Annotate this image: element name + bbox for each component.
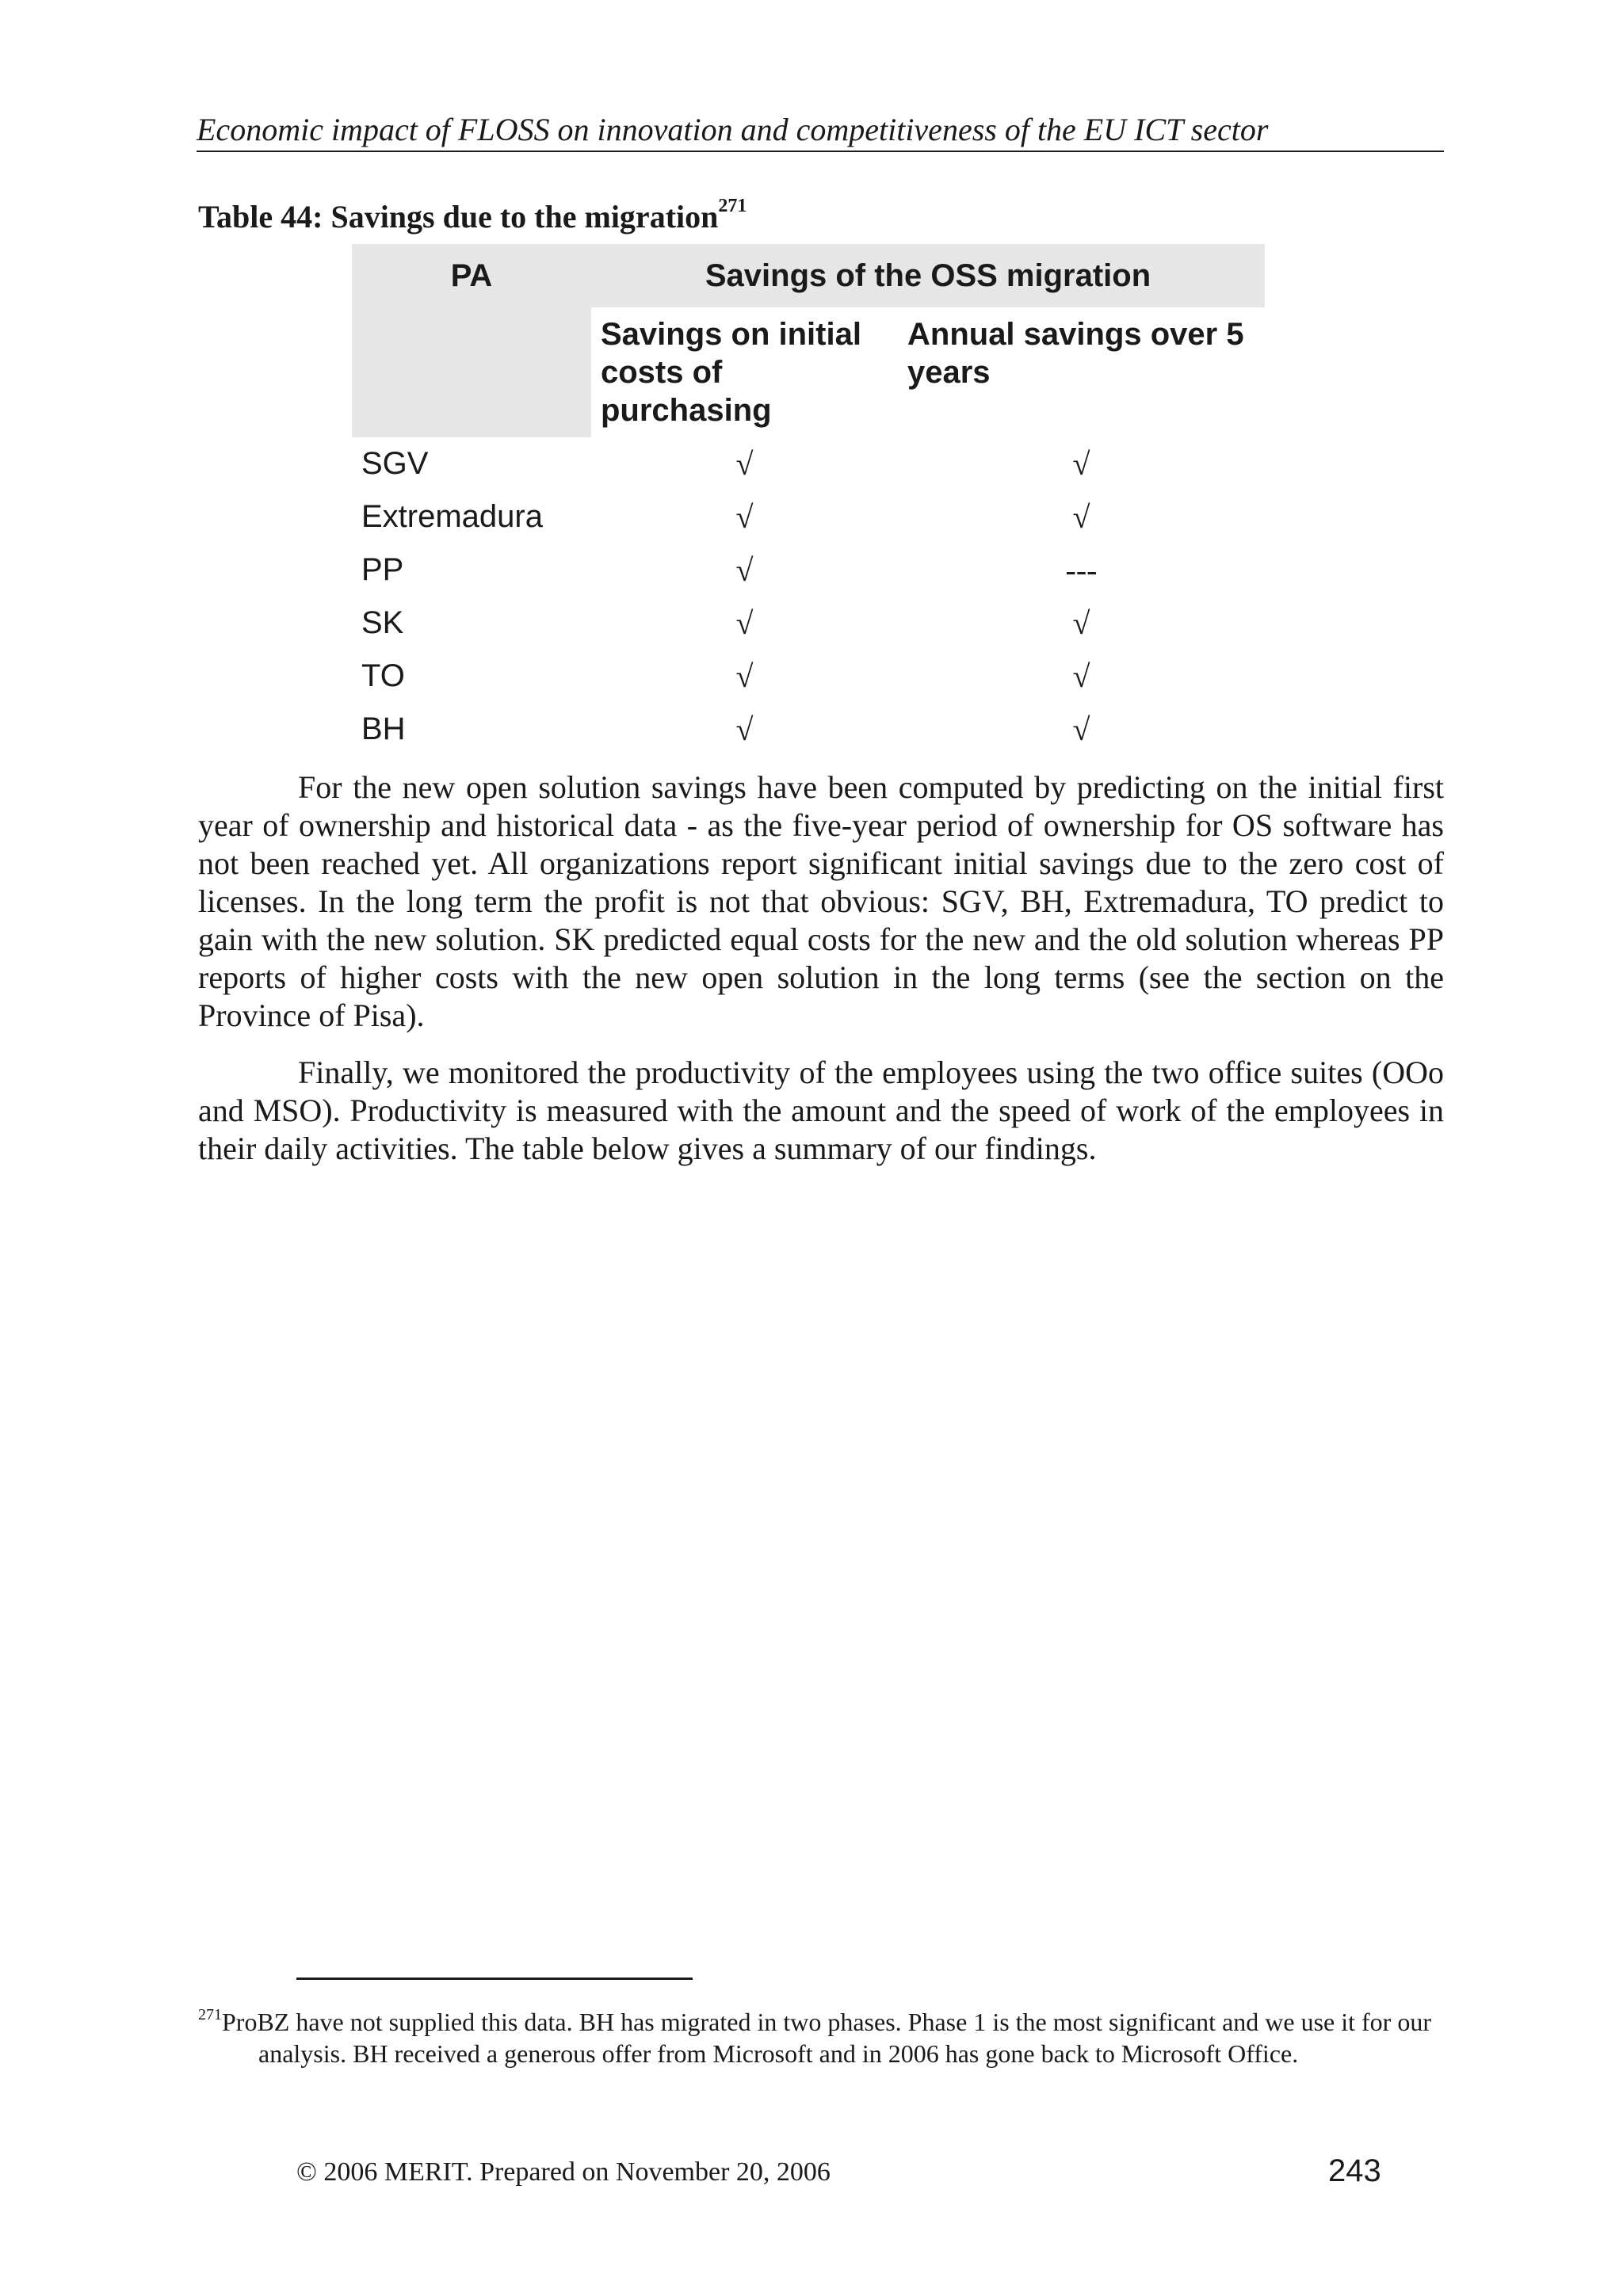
body-paragraph-savings: For the new open solution savings have been computed by predicting on the initial first year of ownership and historical data - as the five-year period of ownership for OS software has not been reached yet. All organizations report significant initial savings due to the zero cost of licenses. In the long term the profit is not that obvious: SGV, BH, Extremadura, TO predict to gain with the new solution. SK predicted equal costs for the new and the old solution whereas PP reports of higher costs with the new open solution in the long terms (see the section on the Province of Pisa).: [198, 769, 1444, 1033]
initial-savings-mark: √: [735, 499, 754, 535]
body-paragraph-productivity: Finally, we monitored the productivity of the employees using the two office suites (OOo and MSO). Productivity is measured with the amount and the speed of work of the employees in their daily activities. The table below gives a summary of our findings.: [198, 1055, 1444, 1166]
row-label: TO: [361, 658, 405, 693]
column-header-initial-line: purchasing: [601, 393, 772, 428]
row-label: SK: [361, 605, 404, 640]
running-header: [197, 109, 1444, 152]
savings-table: [352, 244, 1265, 756]
column-header-initial-line: Savings on initial: [601, 317, 861, 352]
initial-savings-mark: √: [735, 552, 754, 588]
footnote-divider: [296, 1978, 693, 1980]
footer-copyright: © 2006 MERIT. Prepared on November 20, 2006: [296, 2157, 831, 2187]
table-row: [352, 490, 1265, 543]
annual-savings-mark: ---: [1065, 552, 1098, 588]
row-label: PP: [361, 552, 404, 587]
footnote: [198, 2006, 1444, 2069]
column-header-annual-line: Annual savings over 5: [907, 317, 1244, 352]
column-header-pa: PA: [352, 244, 591, 307]
row-label: SGV: [361, 446, 429, 481]
row-label: Extremadura: [361, 499, 543, 534]
table-row: [352, 437, 1265, 490]
initial-savings-mark: √: [735, 446, 754, 482]
page-number: 243: [1328, 2153, 1381, 2188]
table-caption-footnote-ref: 271: [718, 196, 747, 216]
column-group-header-savings: Savings of the OSS migration: [591, 244, 1265, 307]
table-row: [352, 703, 1265, 756]
table-header-row: [352, 244, 1265, 307]
annual-savings-mark: √: [1072, 446, 1090, 482]
running-header-title: Economic impact of FLOSS on innovation and competitiveness of the EU ICT sector: [197, 112, 1269, 147]
column-header-initial-line: costs of: [601, 355, 723, 390]
footnote-number: 271: [198, 2006, 222, 2023]
table-subheader-row: [352, 307, 1265, 437]
table-row: [352, 597, 1265, 650]
column-header-annual-line: years: [907, 355, 991, 390]
initial-savings-mark: √: [735, 711, 754, 747]
table-caption: [198, 195, 747, 239]
table-row: [352, 543, 1265, 597]
initial-savings-mark: √: [735, 658, 754, 694]
table-row: [352, 650, 1265, 703]
column-header-annual-savings: [898, 307, 1265, 437]
annual-savings-mark: √: [1072, 658, 1090, 694]
row-label: BH: [361, 711, 406, 746]
table-caption-text: Table 44: Savings due to the migration: [198, 199, 719, 235]
annual-savings-mark: √: [1072, 605, 1090, 641]
column-header-initial-savings: [591, 307, 898, 437]
annual-savings-mark: √: [1072, 711, 1090, 747]
column-header-pa-blank: [352, 307, 591, 437]
initial-savings-mark: √: [735, 605, 754, 641]
footnote-text: ProBZ have not supplied this data. BH has migrated in two phases. Phase 1 is the most significant and we use it for our analysis. BH received a generous offer from Microsoft and in 2006 has gone back to Microsoft Office.: [222, 2008, 1431, 2068]
annual-savings-mark: √: [1072, 499, 1090, 535]
